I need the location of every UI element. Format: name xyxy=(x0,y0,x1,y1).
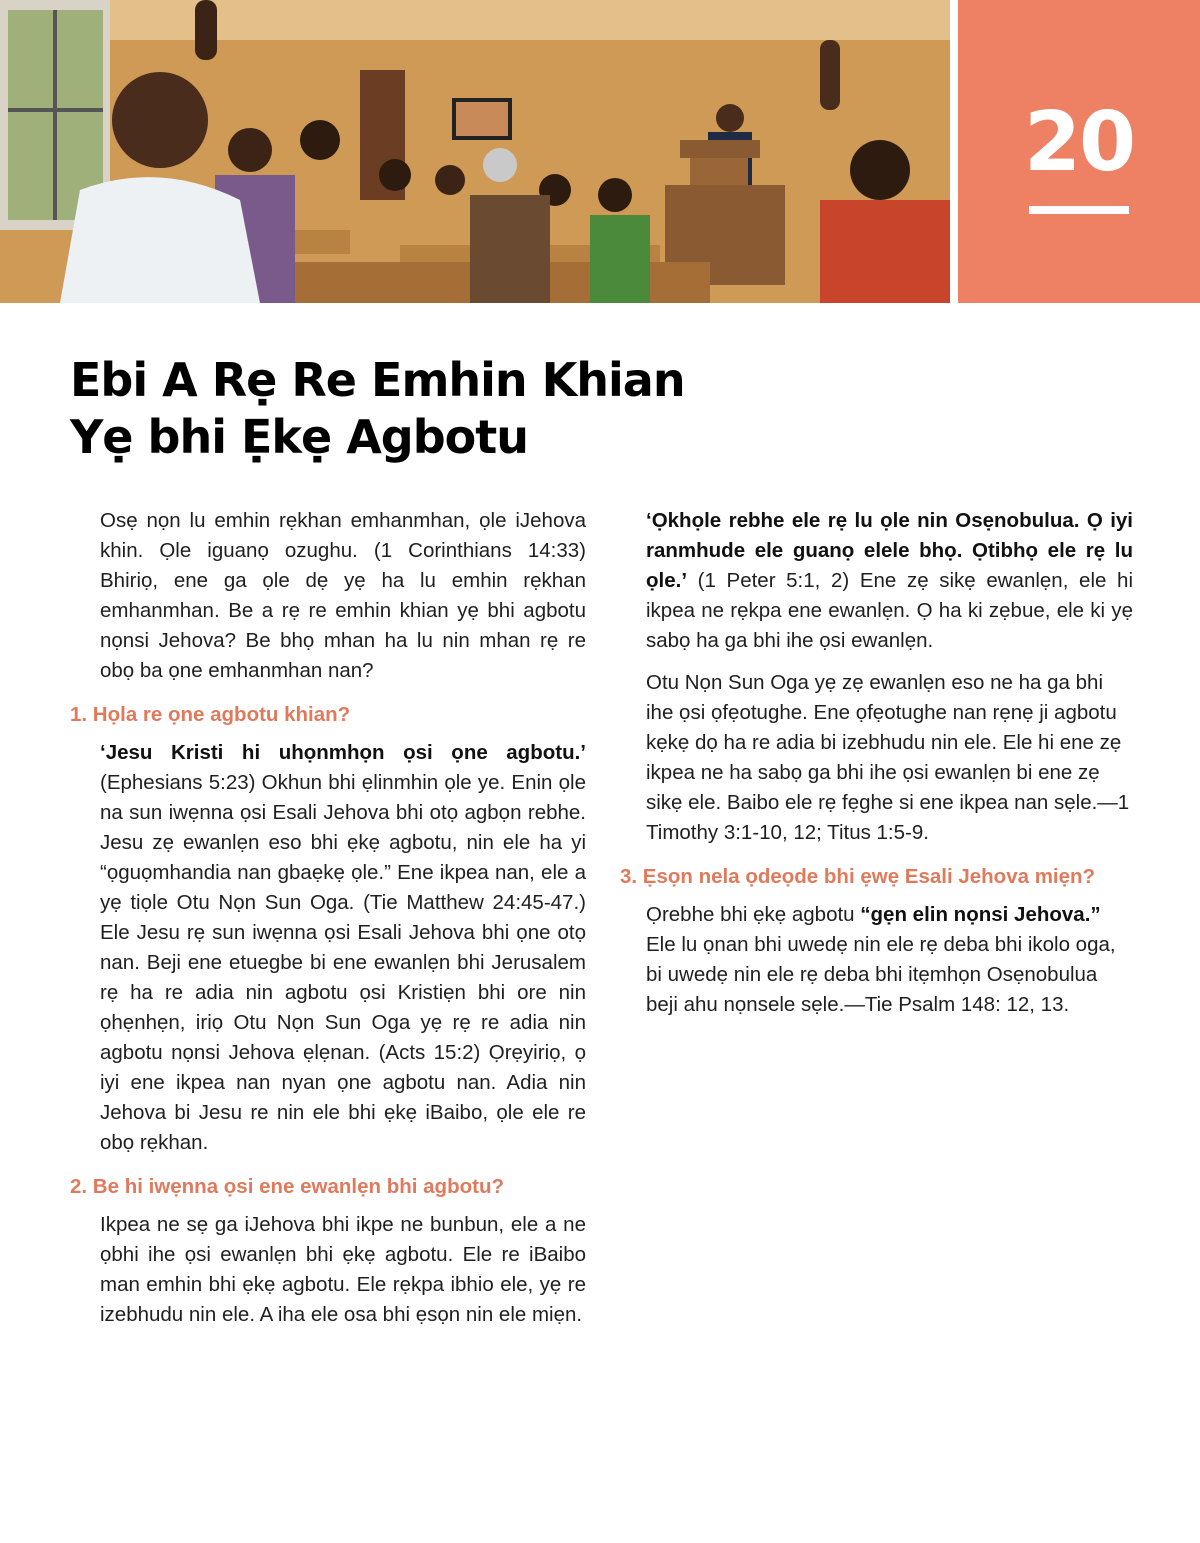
paragraph-text: (Ephesians 5:23) Okhun bhi ẹlinmhin ọle ye. Enin ọle na sun iwẹnna ọsi Esali Jehova bhi otọ agbọn rebhe. Jesu zẹ ewanlẹn eso bhi ẹkẹ agbotu, nin ele ha yi “ọguọmhandia nan gbaẹkẹ ọle.” Ene ikpea nan, ele a yẹ tiọle Otu Nọn Sun Oga. (Tie Matthew 24:45-47.) Ele Jesu rẹ sun iwẹnna ọsi Esali Jehova bhi ọne otọ nan. Beji ene etuegbe bi ene ewanlẹn bhi Jerusalem rẹ ha re adia nin agbotu ọsi Kristiẹn bhi ore nin ọhẹnhẹn, iriọ Otu Nọn Sun Oga yẹ rẹ re adia nin agbotu nọnsi Jehova ẹlẹnan. (Acts 15:2) Ọrẹyiriọ, ọ iyi ene ikpea nan nyan ọne agbotu nan. Adia nin Jehova bi Jesu re nin ele bhi ẹkẹ iBaibo, ọle ele re obọ rẹkhan. xyxy=(100,771,586,1154)
question-3-paragraph xyxy=(646,900,1133,1020)
scripture-quote: ‘Ọkhọle rebhe ele rẹ lu ọle nin Osẹnobulua. Ọ iyi ranmhude ele guanọ elele bhọ. Ọtibhọ ele rẹ lu ọle.’ xyxy=(646,509,1133,592)
lesson-number: 20 xyxy=(1023,95,1135,190)
question-3-heading: 3. Ẹsọn nela ọdeọde bhi ẹwẹ Esali Jehova miẹn? xyxy=(620,865,1096,888)
title-line-1: Ebi A Rẹ Re Emhin Khian xyxy=(70,353,685,407)
scripture-quote: “gẹn elin nọnsi Jehova.” xyxy=(860,903,1101,926)
hero-photo xyxy=(0,0,950,303)
question-2-paragraph-cont xyxy=(646,506,1133,656)
scripture-quote: ‘Jesu Kristi hi uhọnmhọn ọsi ọne agbotu.’ xyxy=(100,741,586,764)
lesson-number-badge xyxy=(958,0,1200,303)
question-2-paragraph-2: Otu Nọn Sun Oga yẹ zẹ ewanlẹn eso ne ha ga bhi ihe ọsi ọfẹotughe. Ene ọfẹotughe nan rẹnẹ ji agbotu kẹkẹ dọ ha re adia bi izebhudu nin ele. Ele hi ene zẹ ikpea ne ha sabọ ga bhi ihe ọsi ewanlẹn bi ene zẹ sikẹ ele. Baibo ele rẹ fẹghe si ene ikpea nan sẹle.—1 Timothy 3:1-10, 12; Titus 1:5-9. xyxy=(646,671,1130,844)
question-2-heading: 2. Be hi iwẹnna ọsi ene ewanlẹn bhi agbotu? xyxy=(70,1175,504,1198)
page-title xyxy=(70,352,870,466)
paragraph-text: Ọrebhe bhi ẹkẹ agbotu xyxy=(646,903,861,926)
congregation-illustration xyxy=(0,0,950,303)
paragraph-text: Ele lu ọnan bhi uwedẹ nin ele rẹ deba bhi ikolo oga, bi uwedẹ nin ele rẹ deba bhi itẹmhọn Osẹnobulua beji ahu nọnsele sẹle.—Tie Psalm 148: 12, 13. xyxy=(646,933,1116,1016)
question-2-paragraph-start xyxy=(100,1210,586,1330)
paragraph-text: (1 Peter 5:1, 2) Ene zẹ sikẹ ewanlẹn, ele hi ikpea ne rẹkpa ene ewanlẹn. Ọ ha ki zẹbue, ele ki yẹ sabọ ha ga bhi ihe ọsi ewanlẹn. xyxy=(646,569,1133,652)
badge-underline xyxy=(1029,206,1129,214)
right-column xyxy=(620,506,1133,1032)
intro-paragraph: Osẹ nọn lu emhin rẹkhan emhanmhan, ọle iJehova khin. Ọle iguanọ ozughu. (1 Corinthians 14:33) Bhiriọ, ene ga ọle dẹ yẹ ha lu emhin rẹkhan emhanmhan. Be a rẹ re emhin khian yẹ bhi agbotu nọnsi Jehova? Be bhọ mhan ha lu nin mhan rẹ re obọ ba ọne emhanmhan nan? xyxy=(100,509,586,682)
left-column xyxy=(70,506,586,1342)
title-line-2: Yẹ bhi Ẹkẹ Agbotu xyxy=(70,410,529,464)
paragraph-text: Ikpea ne sẹ ga iJehova bhi ikpe ne bunbun, ele a ne ọbhi ihe ọsi ewanlẹn bhi ẹkẹ agbotu. Ele re iBaibo man emhin bhi ẹkẹ agbotu. Ele rẹkpa ibhio ele, yẹ re izebhudu nin ele. A iha ele osa bhi ẹsọn nin ele miẹn. xyxy=(100,1213,586,1326)
question-1-heading: 1. Họla re ọne agbotu khian? xyxy=(70,703,351,726)
question-1-paragraph xyxy=(100,738,586,1158)
